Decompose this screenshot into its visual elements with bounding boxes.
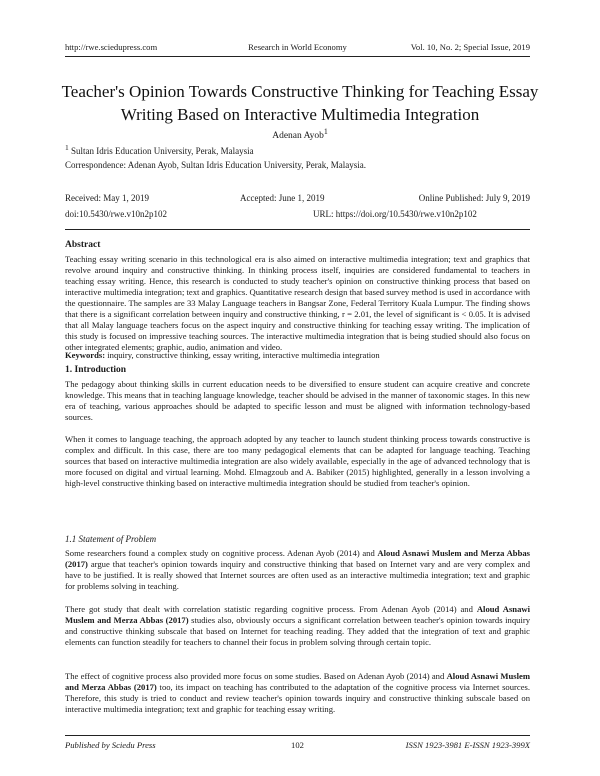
paragraph: The pedagogy about thinking skills in current education needs to be diversified to ensure student can acquire creative and concrete knowledge. This means that in teaching language knowledge, teacher should be advised in the manner of taxonomic stages. In this new era of teaching, various approaches should be adapted to specific lesson and must be aligned with information technology-based sources. (65, 379, 530, 422)
accepted-date: Accepted: June 1, 2019 (240, 193, 325, 203)
section-heading-introduction: 1. Introduction (65, 365, 127, 375)
footer-rule (65, 735, 530, 736)
author-superscript: 1 (323, 127, 328, 136)
journal-issue: Vol. 10, No. 2; Special Issue, 2019 (410, 42, 530, 52)
citation-bold: Aloud Asnawi Muslem and Merza Abbas (2017) (65, 548, 531, 569)
dates-row (65, 193, 530, 207)
keywords (65, 350, 530, 360)
page-footer (65, 740, 530, 754)
received-date: Received: May 1, 2019 (65, 193, 149, 203)
author-line (0, 127, 600, 141)
doi-url[interactable]: URL: https://doi.org/10.5430/rwe.v10n2p102 (313, 209, 477, 219)
abstract-text: Teaching essay writing scenario in this technological era is also aimed on interactive multimedia integration; text and graphics that revolve around inquiry and constructive thinking. In thinking process itself, inquiries are considered fundamental to teachers in teaching essay writing. Hence, this research is conducted to study teacher's opinion on constructive thinking process that based on interactive multimedia integration; text and graphics. Quantitative research design that based survey method is used in accordance with the questionnaire. The samples are 33 Malay Language teachers in Bangsar Zone, Federal Territory Kuala Lumpur. The finding shows that there is a significant correlation between inquiry and constructive thinking, r = 2.01, the level of significant is < 0.05. It is advised that all Malay language teachers focus on the aspect inquiry and constructive thinking for teaching essay writing. The implication of this study is focused on impressive teaching sources. The interactive multimedia integration that is being studied should also focus on other integrated elements; graphic, audio, animation and video. (65, 254, 530, 352)
paragraph-text: The effect of cognitive process also provided more focus on some studies. Based on Adenan Ayob (2014) and (65, 671, 447, 681)
running-header (65, 42, 530, 56)
affiliation-text: Sultan Idris Education University, Perak, Malaysia (68, 146, 254, 156)
paragraph-text: There got study that dealt with correlation statistic regarding cognitive process. From Adenan Ayob (2014) and (65, 604, 477, 614)
affiliation-superscript: 1 (65, 143, 69, 152)
publisher: Published by Sciedu Press (65, 740, 156, 750)
doi-row (65, 209, 530, 223)
paragraph-text: argue that teacher's opinion towards inquiry and constructive thinking that based on Internet vary and are very complex and have to be justified. It is really showed that Internet sources are often used as an interactive multimedia integration; text and graphic for problems solving in teaching. (65, 559, 530, 591)
page-number: 102 (291, 740, 304, 750)
paragraph-text: studies also, obviously occurs a significant correlation between teacher's opinion towards inquiry and constructive thinking subscale that based on Internet for teaching reading. They added that the integration of text and graphic elements can function steadily for teachers to channel their focus in problem solving through certain topic. (65, 615, 530, 647)
journal-url[interactable]: http://rwe.sciedupress.com (65, 42, 158, 52)
paragraph (65, 548, 530, 592)
paragraph-text: Some researchers found a complex study on cognitive process. Adenan Ayob (2014) and (65, 548, 378, 558)
doi[interactable]: doi:10.5430/rwe.v10n2p102 (65, 209, 167, 219)
keywords-text: inquiry, constructive thinking, essay writing, interactive multimedia integration (105, 350, 380, 360)
paragraph (65, 671, 530, 715)
paragraph-text: too, its impact on teaching has contributed to the adaptation of the cognitive process via Internet sources. Therefore, this study is tried to conduct and review teacher's opinion towards inquiry and constructive thinking subscale based on interactive multimedia integration; text and graphic for teaching essay writing. (65, 682, 531, 714)
citation-bold: Aloud Asnawi Muslem and Merza Abbas (2017) (65, 671, 530, 692)
published-date: Online Published: July 9, 2019 (418, 193, 530, 203)
paragraph: When it comes to language teaching, the approach adopted by any teacher to launch student thinking process towards constructive is complex and difficult. In this case, there are too many pedagogical elements that can be adapted for language teaching. Teaching sources that based on interactive multimedia integration are also widely available, especially in the age of advanced technology that is more focused on digital and virtual learning. Mohd. Elmagzoub and A. Babiker (2015) highlighted, generally in a lesson involving a high-level constructive thinking based on interactive multimedia integration should be studied from teacher's opinion. (65, 434, 530, 488)
citation-bold: Aloud Asnawi Muslem and Merza Abbas (2017) (65, 604, 530, 625)
paper-title: Teacher's Opinion Towards Constructive Thinking for Teaching Essay Writing Based on Interactive Multimedia Integration (61, 82, 539, 124)
subsection-heading-problem: 1.1 Statement of Problem (65, 534, 157, 544)
issn: ISSN 1923-3981 E-ISSN 1923-399X (405, 740, 530, 750)
keywords-label: Keywords: (65, 350, 106, 360)
paragraph (65, 604, 530, 648)
journal-name: Research in World Economy (248, 42, 347, 52)
correspondence: Correspondence: Adenan Ayob, Sultan Idris Education University, Perak, Malaysia. (65, 160, 367, 170)
author-name: Adenan Ayob (272, 131, 324, 142)
affiliation (65, 143, 254, 156)
meta-rule (65, 229, 530, 230)
abstract-heading: Abstract (65, 240, 101, 250)
header-rule (65, 56, 530, 57)
